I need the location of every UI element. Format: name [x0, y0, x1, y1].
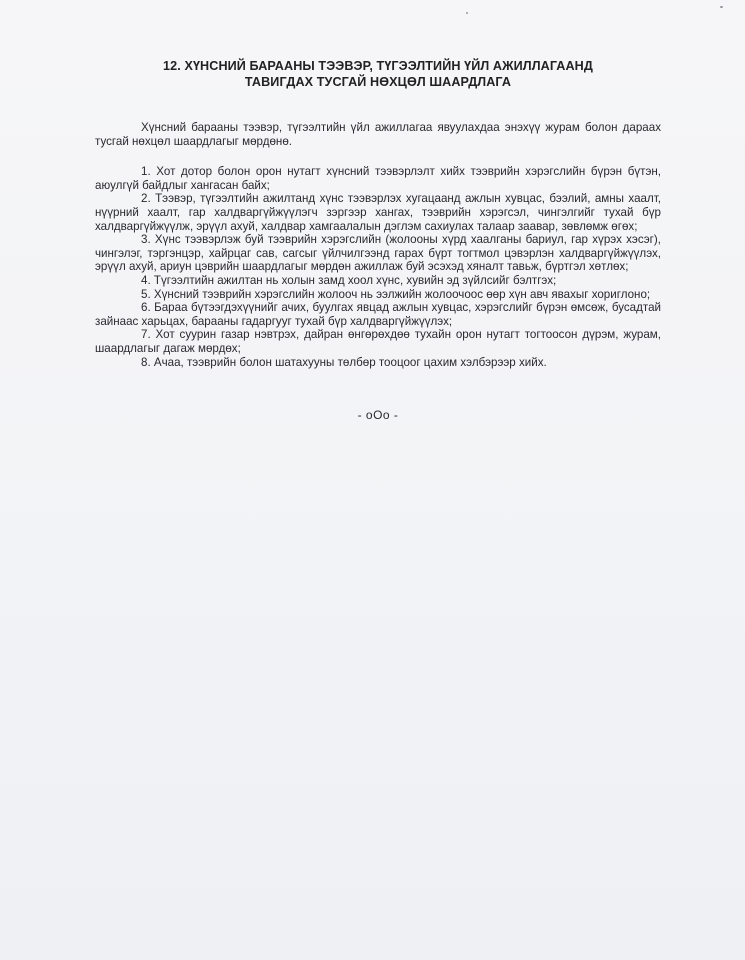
requirement-item: 4. Түгээлтийн ажилтан нь холын замд хоол хүнс, хувийн эд зүйлсийг бэлтгэх; — [141, 273, 557, 287]
intro-paragraph: Хүнсний барааны тээвэр, түгээлтийн үйл ажиллагаа явуулахдаа энэхүү журам болон дараах тусгай нөхцөл шаардлагыг мөрдөнө. — [95, 121, 661, 148]
title-line-1: 12. ХҮНСНИЙ БАРААНЫ ТЭЭВЭР, ТҮГЭЭЛТИЙН ҮЙЛ АЖИЛЛАГААНД — [163, 59, 593, 73]
scan-speck — [466, 12, 468, 14]
document-body — [95, 58, 661, 422]
requirements-list — [95, 165, 661, 369]
closing-mark: - oOo - — [357, 408, 399, 423]
requirement-item: 7. Хот суурин газар нэвтрэх, дайран өнгөрөхдөө тухайн орон нутагт тогтоосон дүрэм, журам, шаардлагыг дагаж мөрдөх; — [95, 328, 661, 355]
document-title — [95, 58, 661, 90]
requirement-item: 6. Бараа бүтээгдэхүүнийг ачих, буулгах явцад ажлын хувцас, хэрэгслийг бүрэн өмсөж, бусадтай зайнаас харьцах, барааны гадаргууг тухай бүр халдваргүйжүүлэх; — [95, 301, 661, 328]
requirement-item: 3. Хүнс тээвэрлэж буй тээврийн хэрэгслийн (жолооны хүрд хаалганы бариул, гар хүрэх хэсэг), чингэлэг, тэргэнцэр, хайрцаг сав, сагсыг үйлчилгээнд гарах бүрт тогтмол цэвэрлэн халдваргүйжүүлэх, эрүүл ахуй, ариун цэврийн шаардлагыг мөрдөн ажиллаж буй эсэхэд хяналт тавьж, бүртгэл хөтлөх; — [95, 233, 661, 274]
requirement-item: 5. Хүнсний тээврийн хэрэгслийн жолооч нь ээлжийн жолоочоос өөр хүн авч явахыг хориглоно; — [141, 287, 651, 301]
scan-speck — [720, 6, 723, 8]
requirement-item: 8. Ачаа, тээврийн болон шатахууны төлбөр тооцоог цахим хэлбэрээр хийх. — [141, 355, 547, 369]
requirement-item: 1. Хот дотор болон орон нутагт хүнсний тээвэрлэлт хийх тээврийн хэрэгслийн бүрэн бүтэн, аюулгүй байдлыг хангасан байх; — [95, 165, 661, 192]
requirement-item: 2. Тээвэр, түгээлтийн ажилтанд хүнс тээвэрлэх хугацаанд ажлын хувцас, бээлий, амны хаалт, нүүрний хаалт, гар халдваргүйжүүлэгч зэргээр хангах, тээврийн хэрэгсэл, чингэлгийг тухай бүр халдваргүйжүүлж, эрүүл ахуй, халдвар хамгаалалын дэглэм сахиулах талаар заавар, зөвлөмж өгөх; — [95, 192, 661, 233]
title-line-2: ТАВИГДАХ ТУСГАЙ НӨХЦӨЛ ШААРДЛАГА — [244, 75, 512, 89]
